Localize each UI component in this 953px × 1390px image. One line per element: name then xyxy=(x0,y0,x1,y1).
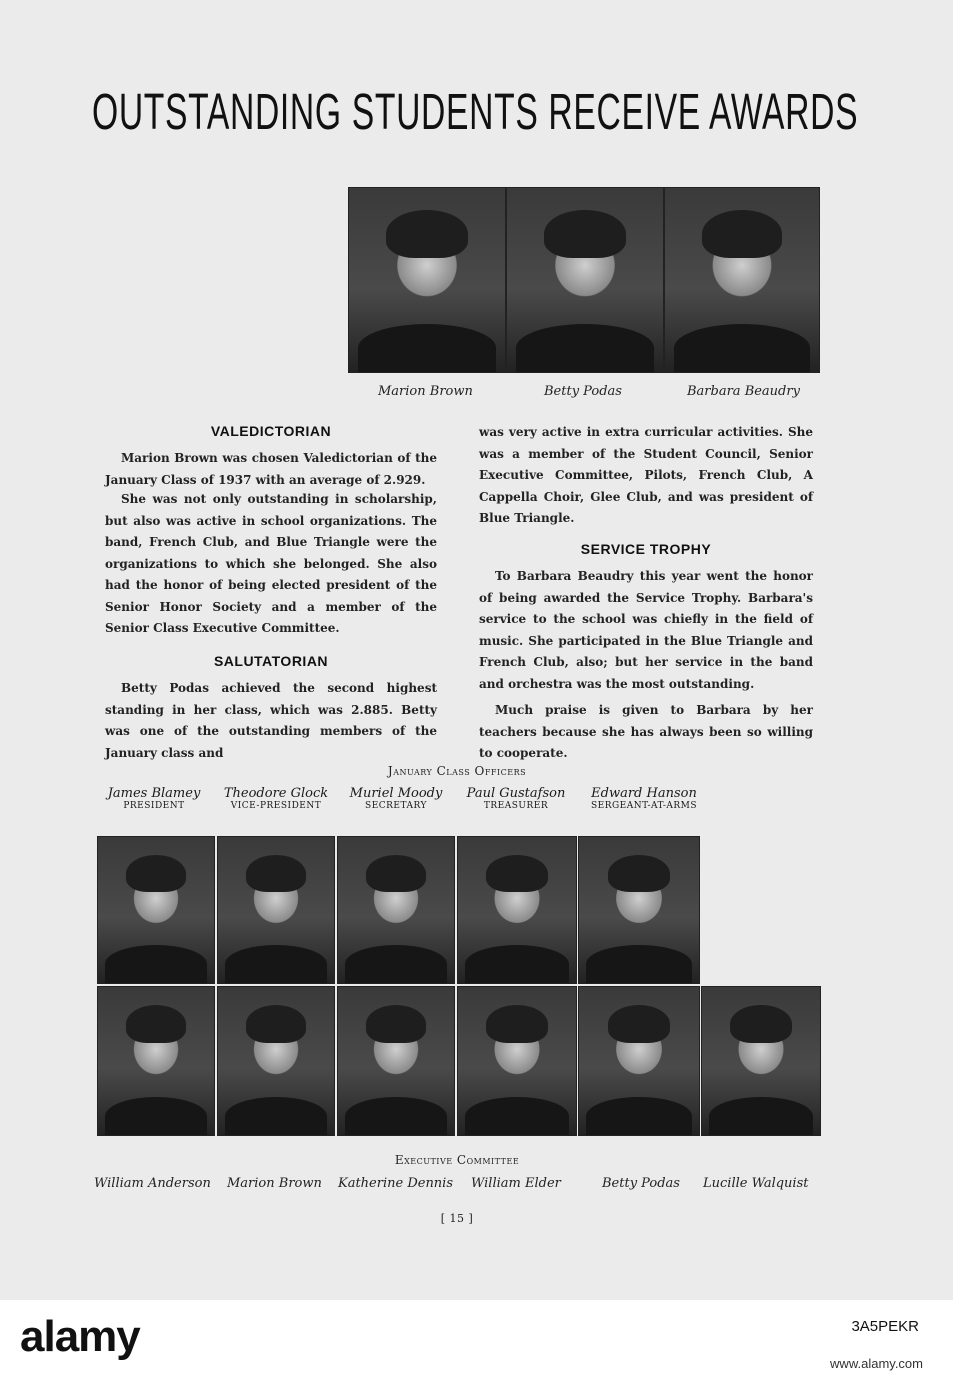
page-number: [ 15 ] xyxy=(440,1212,474,1225)
caption-betty-podas: Betty Podas xyxy=(544,384,622,399)
portrait-marion-brown xyxy=(348,187,506,373)
officer-vice-president xyxy=(216,786,336,811)
portrait-betty-podas xyxy=(506,187,664,373)
portrait-marion-brown-exec xyxy=(217,986,335,1136)
salutatorian-paragraph-continued: was very active in extra curricular activities. She was a member of the Student Council, Senior Executive Committee, Pilots, French Club, A Cappella Choir, Glee Club, and was president of Blue Triangle. xyxy=(479,425,813,525)
exec-name-marion-brown: Marion Brown xyxy=(227,1176,322,1191)
page-title: OUTSTANDING STUDENTS RECEIVE AWARDS xyxy=(92,83,859,140)
officer-president xyxy=(94,786,214,811)
source-url: www.alamy.com xyxy=(830,1356,923,1371)
portrait-william-elder xyxy=(457,986,577,1136)
salutatorian-paragraph-1: Betty Podas achieved the second highest standing in her class, which was 2.885. Betty was one of the outstanding members of the January class and xyxy=(105,681,437,760)
officer-name: Edward Hanson xyxy=(591,786,697,801)
alamy-logo: alamy xyxy=(20,1312,140,1361)
officer-role: SERGEANT-AT-ARMS xyxy=(590,801,698,811)
service-trophy-paragraph-1: To Barbara Beaudry this year went the honor of being awarded the Service Trophy. Barbara's service to the school was chiefly in the field of music. She participated in the Blue Triangle and French Club, also; but her service in the band and orchestra was the most outstanding. xyxy=(479,569,813,691)
image-id: 3A5PEKR xyxy=(851,1318,919,1335)
officer-name: Theodore Glock xyxy=(223,786,329,801)
service-trophy-paragraph-2: Much praise is given to Barbara by her teachers because she has always been so willing to cooperate. xyxy=(479,703,813,760)
portrait-muriel-moody xyxy=(337,836,455,984)
portrait-lucille-walquist xyxy=(701,986,821,1136)
officer-role: VICE-PRESIDENT xyxy=(230,801,322,811)
officer-role: TREASURER xyxy=(483,801,549,811)
portrait-theodore-glock xyxy=(217,836,335,984)
officer-sergeant-at-arms xyxy=(584,786,704,811)
officer-treasurer xyxy=(456,786,576,811)
caption-marion-brown: Marion Brown xyxy=(378,384,473,399)
portrait-william-anderson xyxy=(97,986,215,1136)
portrait-barbara-beaudry xyxy=(664,187,820,373)
officer-name: James Blamey xyxy=(107,786,201,801)
valedictorian-paragraph-1: Marion Brown was chosen Valedictorian of the January Class of 1937 with an average of 2.929. xyxy=(105,451,437,487)
exec-name-william-elder: William Elder xyxy=(471,1176,561,1191)
exec-name-betty-podas: Betty Podas xyxy=(602,1176,680,1191)
class-officers-heading: January Class Officers xyxy=(387,764,527,778)
valedictorian-paragraph-2: She was not only outstanding in scholarship, but also was active in school organizations. The band, French Club, and Blue Triangle were the organizations to which she belonged. She also had the honor of being elected president of the Senior Honor Society and a member of the Senior Class Executive Committee. xyxy=(105,492,437,635)
officer-name: Paul Gustafson xyxy=(466,786,566,801)
executive-committee-heading: Executive Committee xyxy=(394,1153,520,1167)
heading-service-trophy: SERVICE TROPHY xyxy=(580,541,712,557)
portrait-katherine-dennis xyxy=(337,986,455,1136)
officer-role: SECRETARY xyxy=(365,801,427,811)
exec-name-lucille-walquist: Lucille Walquist xyxy=(703,1176,809,1191)
stock-footer xyxy=(0,1300,953,1390)
exec-name-william-anderson: William Anderson xyxy=(94,1176,211,1191)
exec-name-katherine-dennis: Katherine Dennis xyxy=(338,1176,454,1191)
caption-barbara-beaudry: Barbara Beaudry xyxy=(687,384,800,399)
officer-role: PRESIDENT xyxy=(123,801,185,811)
portrait-james-blamey xyxy=(97,836,215,984)
officer-name: Muriel Moody xyxy=(349,786,443,801)
portrait-edward-hanson xyxy=(578,836,700,984)
officer-secretary xyxy=(336,786,456,811)
portrait-paul-gustafson xyxy=(457,836,577,984)
heading-salutatorian: SALUTATORIAN xyxy=(213,653,329,669)
heading-valedictorian: VALEDICTORIAN xyxy=(210,423,332,439)
portrait-betty-podas-exec xyxy=(578,986,700,1136)
